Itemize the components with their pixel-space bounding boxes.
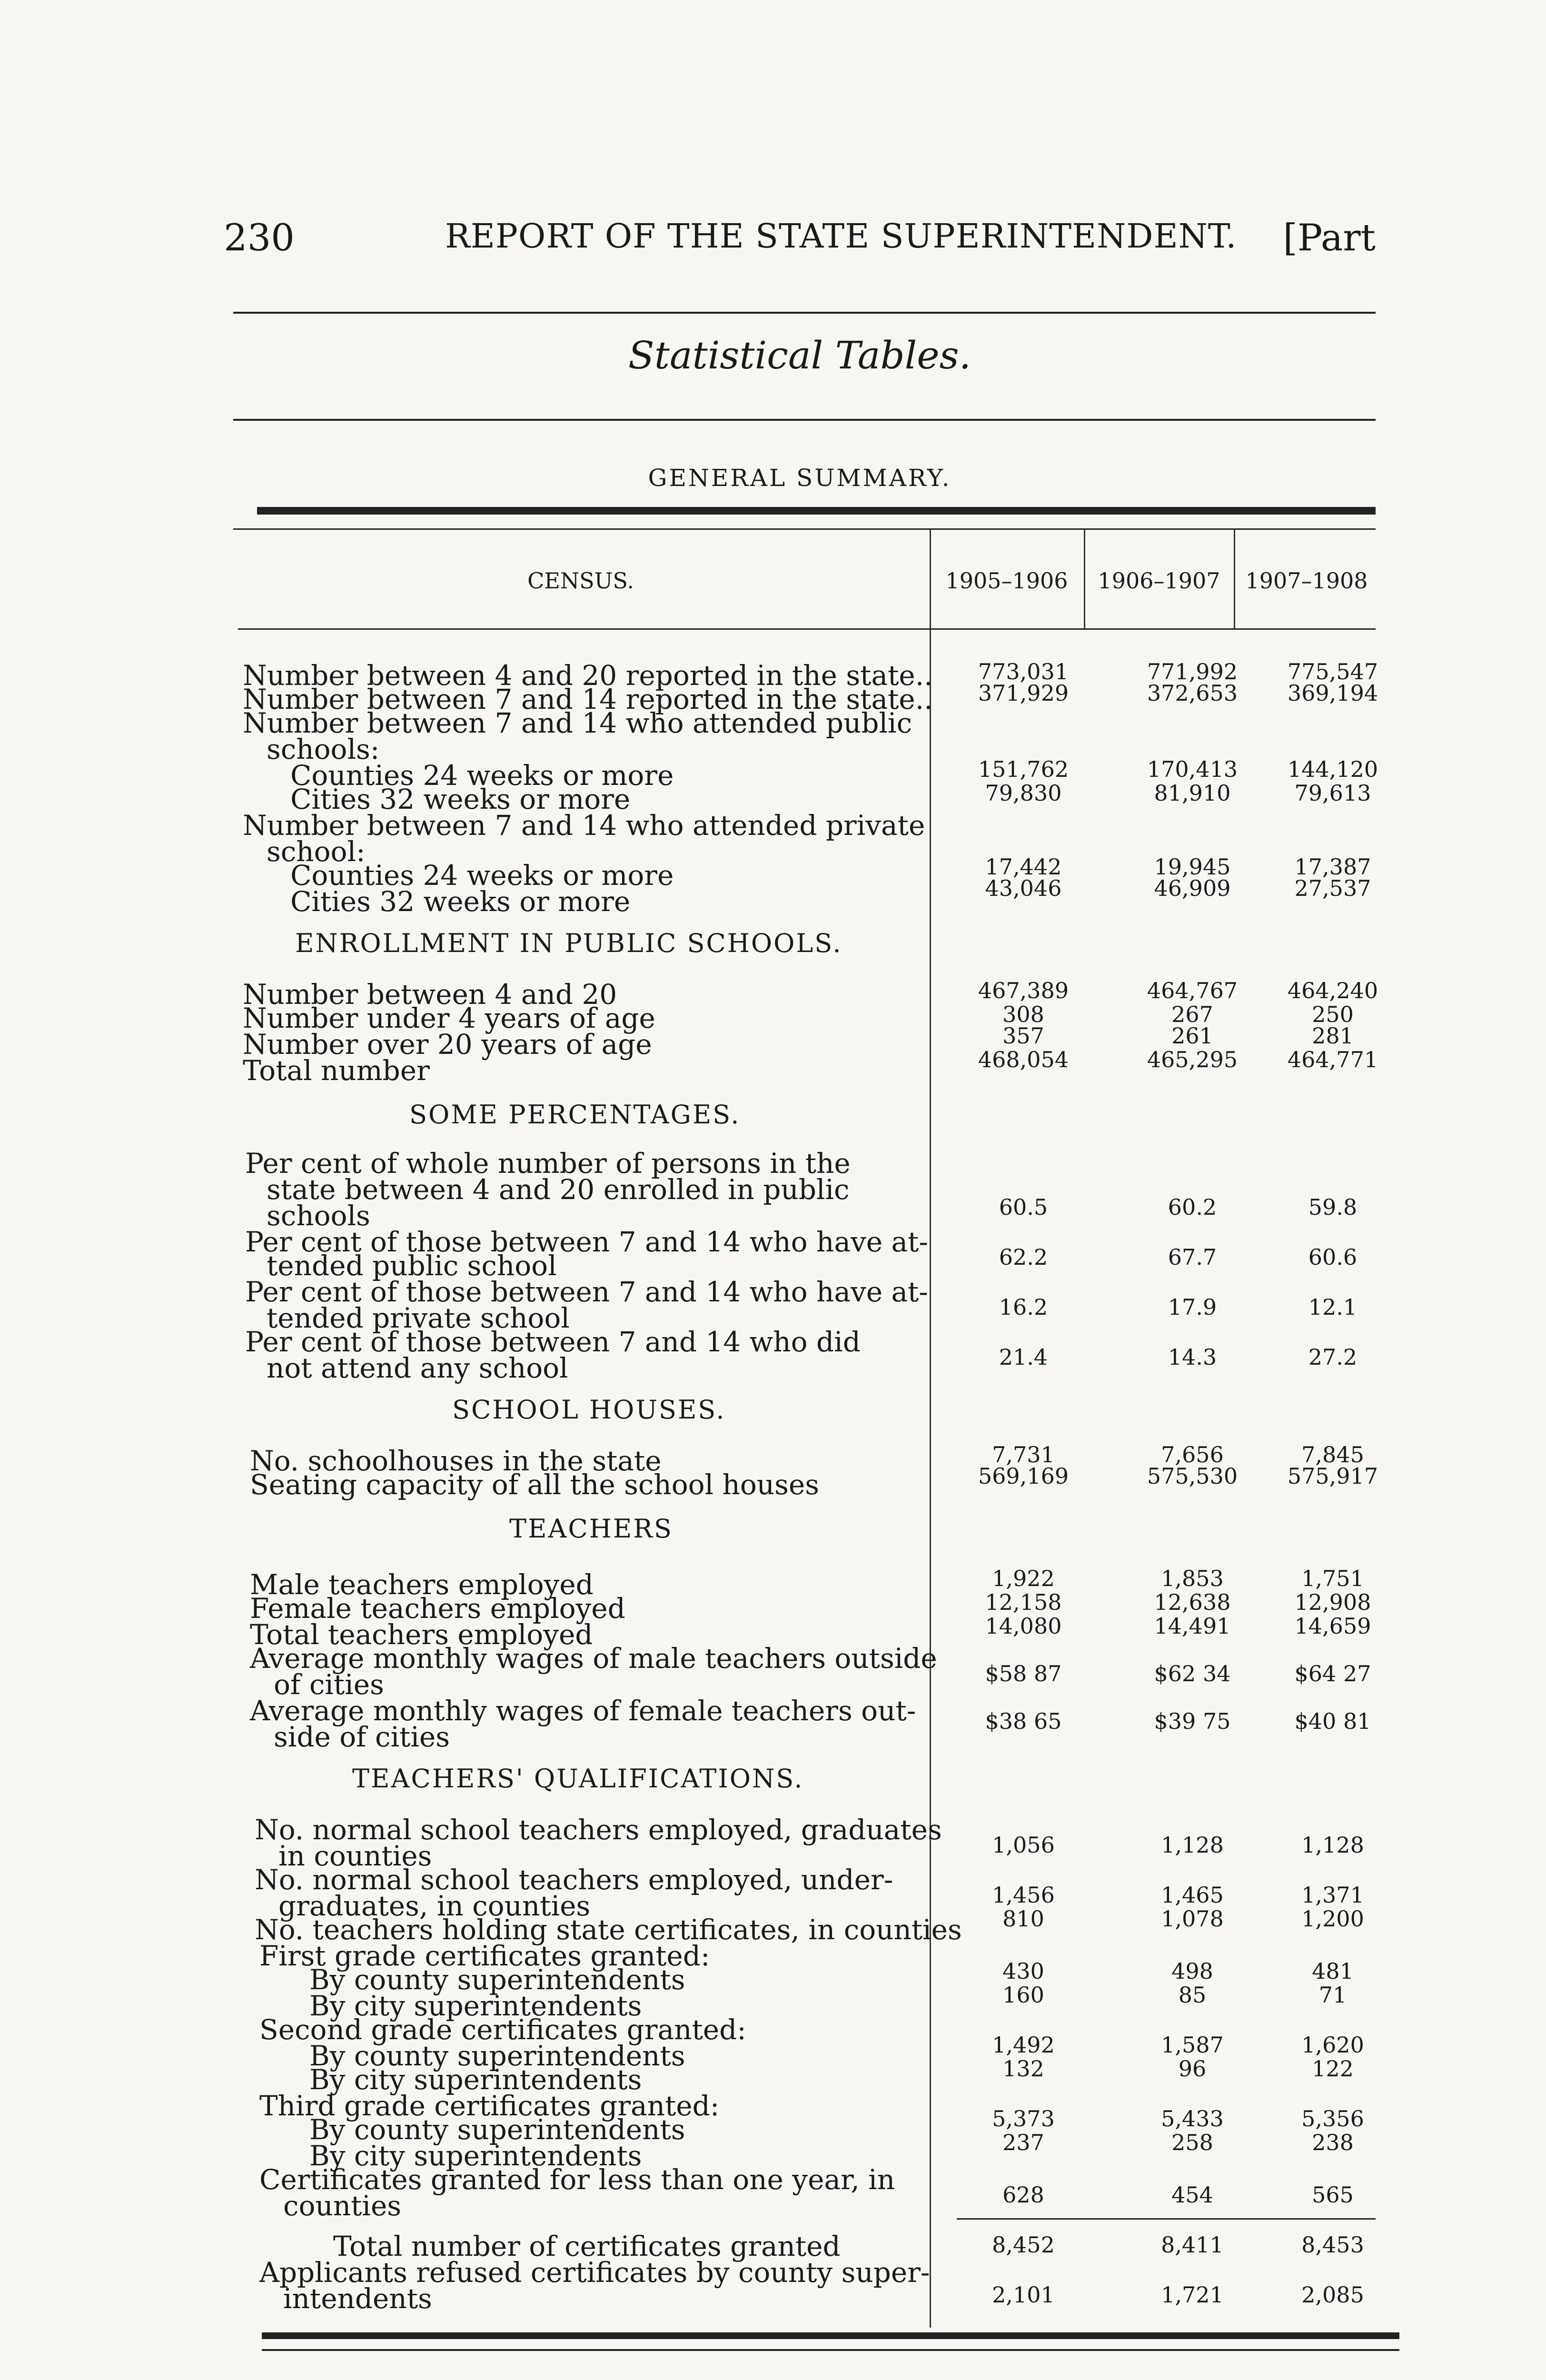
value-cell: 43,046 [985, 875, 1062, 901]
row-label: counties [283, 2190, 402, 2222]
value-cell: 8,453 [1301, 2232, 1364, 2258]
value-cell: 575,530 [1147, 1463, 1238, 1489]
value-cell: 85 [1178, 1982, 1207, 2008]
value-cell: 1,492 [992, 2032, 1055, 2058]
value-cell: 261 [1171, 1023, 1213, 1049]
header-1907-1908: 1907–1908 [1245, 568, 1368, 594]
row-label: Per cent of those between 7 and 14 who have at- [245, 1226, 928, 1258]
row-label: of cities [274, 1668, 384, 1701]
value-cell: $40 81 [1294, 1708, 1371, 1734]
value-cell: 1,371 [1301, 1882, 1364, 1908]
total-rule [957, 2218, 1376, 2220]
value-cell: 1,128 [1301, 1832, 1364, 1858]
value-cell: 810 [1002, 1906, 1044, 1932]
value-cell: 62.2 [999, 1244, 1048, 1270]
value-cell: 465,295 [1147, 1047, 1238, 1072]
value-cell: 160 [1002, 1982, 1044, 2008]
row-label: By city superintendents [309, 1990, 642, 2022]
row-label: No. normal school teachers employed, graduates [255, 1814, 942, 1846]
header-bottom-rule [238, 628, 1376, 630]
row-label: Per cent of whole number of persons in the [245, 1147, 851, 1180]
column-divider [1084, 528, 1085, 628]
value-cell: 565 [1312, 2182, 1354, 2208]
value-cell: 5,433 [1161, 2106, 1224, 2132]
part-marker: [Part [1283, 217, 1376, 259]
row-label: side of cities [274, 1721, 450, 1753]
value-cell: 775,547 [1287, 659, 1378, 684]
row-label: graduates, in counties [278, 1890, 591, 1922]
table-subtitle: GENERAL SUMMARY. [648, 464, 951, 492]
value-cell: 7,845 [1301, 1442, 1364, 1468]
row-label: Cities 32 weeks or more [290, 783, 631, 815]
running-title: REPORT OF THE STATE SUPERINTENDENT. [445, 217, 1237, 256]
row-label: Cities 32 weeks or more [290, 885, 631, 918]
section-heading: TEACHERS [509, 1514, 673, 1544]
row-label: Counties 24 weeks or more [290, 759, 674, 792]
value-cell: 250 [1312, 1002, 1354, 1027]
row-label: By city superintendents [309, 2140, 642, 2172]
section-heading: TEACHERS' QUALIFICATIONS. [352, 1764, 804, 1794]
value-cell: 258 [1171, 2130, 1213, 2155]
section-heading: ENROLLMENT IN PUBLIC SCHOOLS. [295, 928, 842, 958]
table-top-rule [257, 507, 1376, 515]
section-heading: SCHOOL HOUSES. [452, 1395, 726, 1425]
value-cell: 27.2 [1308, 1344, 1358, 1370]
value-cell: 371,929 [978, 680, 1069, 706]
value-cell: 498 [1171, 1958, 1213, 1984]
value-cell: 27,537 [1294, 875, 1371, 901]
row-label: Number over 20 years of age [243, 1028, 652, 1061]
value-cell: 308 [1002, 1002, 1044, 1027]
row-label: By county superintendents [309, 2040, 685, 2072]
value-cell: 7,731 [992, 1442, 1055, 1468]
column-divider [1234, 528, 1235, 628]
row-label: Number between 4 and 20 reported in the state.. [243, 659, 933, 692]
value-cell: 773,031 [978, 659, 1069, 684]
value-cell: 1,721 [1161, 2282, 1224, 2308]
row-label: Number between 7 and 14 reported in the state.. [243, 683, 933, 715]
row-label: By county superintendents [309, 2113, 685, 2146]
value-cell: 5,373 [992, 2106, 1055, 2132]
row-label: schools: [267, 733, 380, 765]
value-cell: 369,194 [1287, 680, 1378, 706]
value-cell: 2,085 [1301, 2282, 1364, 2308]
value-cell: 59.8 [1308, 1194, 1358, 1220]
value-cell: 238 [1312, 2130, 1354, 2155]
value-cell: 1,200 [1301, 1906, 1364, 1932]
row-label: Per cent of those between 7 and 14 who did [245, 1326, 861, 1358]
row-label: Third grade certificates granted: [259, 2090, 720, 2122]
column-divider [930, 528, 931, 2328]
value-cell: 5,356 [1301, 2106, 1364, 2132]
value-cell: $62 34 [1154, 1661, 1231, 1686]
value-cell: 12,908 [1294, 1589, 1371, 1615]
value-cell: 1,456 [992, 1882, 1055, 1908]
value-cell: 19,945 [1154, 854, 1231, 880]
row-label: Total teachers employed [250, 1618, 593, 1651]
running-head [224, 217, 1376, 269]
value-cell: 7,656 [1161, 1442, 1224, 1468]
value-cell: 1,853 [1161, 1566, 1224, 1591]
row-label: school: [267, 835, 366, 868]
value-cell: 771,992 [1147, 659, 1238, 684]
row-label: Female teachers employed [250, 1592, 625, 1625]
row-label: No. normal school teachers employed, under- [255, 1864, 893, 1896]
title-rule-bottom [233, 419, 1376, 421]
value-cell: 170,413 [1147, 756, 1238, 782]
section-heading: SOME PERCENTAGES. [409, 1100, 741, 1130]
value-cell: 60.5 [999, 1194, 1048, 1220]
value-cell: 14,491 [1154, 1613, 1231, 1639]
row-label: tended private school [267, 1302, 570, 1334]
value-cell: 464,240 [1287, 978, 1378, 1003]
row-label: Number between 4 and 20 [243, 978, 617, 1011]
value-cell: 8,452 [992, 2232, 1055, 2258]
row-label: schools [267, 1200, 370, 1232]
table-bottom-rule [262, 2349, 1399, 2351]
value-cell: 14,659 [1294, 1613, 1371, 1639]
row-label: First grade certificates granted: [259, 1940, 710, 1972]
row-label: By city superintendents [309, 2063, 642, 2096]
value-cell: 60.2 [1168, 1194, 1217, 1220]
value-cell: 14,080 [985, 1613, 1062, 1639]
table-header-rule [233, 528, 1376, 530]
title-rule-top [233, 312, 1376, 314]
header-1905-1906: 1905–1906 [945, 568, 1068, 594]
row-label: Second grade certificates granted: [259, 2013, 746, 2046]
value-cell: $39 75 [1154, 1708, 1231, 1734]
row-label: Total number [243, 1054, 430, 1087]
value-cell: 1,078 [1161, 1906, 1224, 1932]
value-cell: 71 [1318, 1982, 1347, 2008]
value-cell: 12.1 [1308, 1294, 1358, 1320]
value-cell: 79,613 [1294, 780, 1371, 806]
row-label: Certificates granted for less than one year, in [259, 2163, 895, 2196]
value-cell: $38 65 [985, 1708, 1062, 1734]
row-label: No. teachers holding state certificates, in counties [255, 1914, 962, 1946]
value-cell: 372,653 [1147, 680, 1238, 706]
row-label: By county superintendents [309, 1964, 685, 1996]
value-cell: 96 [1178, 2056, 1207, 2082]
value-cell: $58 87 [985, 1661, 1062, 1686]
table-bottom-rule [262, 2332, 1399, 2339]
value-cell: 569,169 [978, 1463, 1069, 1489]
value-cell: 8,411 [1161, 2232, 1224, 2258]
value-cell: 122 [1312, 2056, 1354, 2082]
row-label: Number between 7 and 14 who attended private [243, 809, 925, 842]
value-cell: 14.3 [1168, 1344, 1217, 1370]
value-cell: 16.2 [999, 1294, 1048, 1320]
header-1906-1907: 1906–1907 [1098, 568, 1220, 594]
value-cell: 144,120 [1287, 756, 1378, 782]
value-cell: 1,751 [1301, 1566, 1364, 1591]
row-label: Counties 24 weeks or more [290, 859, 674, 892]
row-label: not attend any school [267, 1352, 568, 1384]
row-label: Total number of certificates granted [333, 2230, 841, 2262]
value-cell: 12,158 [985, 1589, 1062, 1615]
value-cell: 357 [1002, 1023, 1044, 1049]
page-title: Statistical Tables. [628, 333, 971, 377]
row-label: No. schoolhouses in the state [250, 1445, 662, 1477]
row-label: Per cent of those between 7 and 14 who have at- [245, 1276, 928, 1308]
value-cell: 21.4 [999, 1344, 1048, 1370]
row-label: in counties [278, 1840, 432, 1872]
value-cell: 17.9 [1168, 1294, 1217, 1320]
row-label: intendents [283, 2282, 432, 2315]
value-cell: 81,910 [1154, 780, 1231, 806]
value-cell: 60.6 [1308, 1244, 1358, 1270]
value-cell: 481 [1312, 1958, 1354, 1984]
value-cell: 1,056 [992, 1832, 1055, 1858]
value-cell: 628 [1002, 2182, 1044, 2208]
row-label: Number under 4 years of age [243, 1002, 655, 1034]
row-label: Seating capacity of all the school houses [250, 1468, 819, 1501]
value-cell: 1,465 [1161, 1882, 1224, 1908]
value-cell: 67.7 [1168, 1244, 1217, 1270]
row-label: Number between 7 and 14 who attended public [243, 707, 912, 739]
value-cell: 1,620 [1301, 2032, 1364, 2058]
value-cell: 468,054 [978, 1047, 1069, 1072]
value-cell: 17,387 [1294, 854, 1371, 880]
value-cell: 575,917 [1287, 1463, 1378, 1489]
value-cell: 464,767 [1147, 978, 1238, 1003]
value-cell: 454 [1171, 2182, 1213, 2208]
value-cell: 1,128 [1161, 1832, 1224, 1858]
row-label: Average monthly wages of female teachers out- [250, 1695, 916, 1727]
value-cell: 237 [1002, 2130, 1044, 2155]
value-cell: 17,442 [985, 854, 1062, 880]
value-cell: 1,922 [992, 1566, 1055, 1591]
value-cell: 267 [1171, 1002, 1213, 1027]
value-cell: 2,101 [992, 2282, 1055, 2308]
value-cell: 151,762 [978, 756, 1069, 782]
value-cell: 467,389 [978, 978, 1069, 1003]
page-number: 230 [224, 217, 295, 259]
value-cell: 430 [1002, 1958, 1044, 1984]
value-cell: 1,587 [1161, 2032, 1224, 2058]
value-cell: 12,638 [1154, 1589, 1231, 1615]
value-cell: 79,830 [985, 780, 1062, 806]
row-label: tended public school [267, 1250, 557, 1282]
value-cell: 132 [1002, 2056, 1044, 2082]
value-cell: 464,771 [1287, 1047, 1378, 1072]
value-cell: $64 27 [1294, 1661, 1371, 1686]
header-census: CENSUS. [527, 568, 634, 594]
row-label: Male teachers employed [250, 1568, 594, 1601]
row-label: Average monthly wages of male teachers outside [250, 1642, 937, 1675]
row-label: Applicants refused certificates by county super- [259, 2256, 930, 2289]
value-cell: 281 [1312, 1023, 1354, 1049]
value-cell: 46,909 [1154, 875, 1231, 901]
row-label: state between 4 and 20 enrolled in public [267, 1173, 850, 1206]
